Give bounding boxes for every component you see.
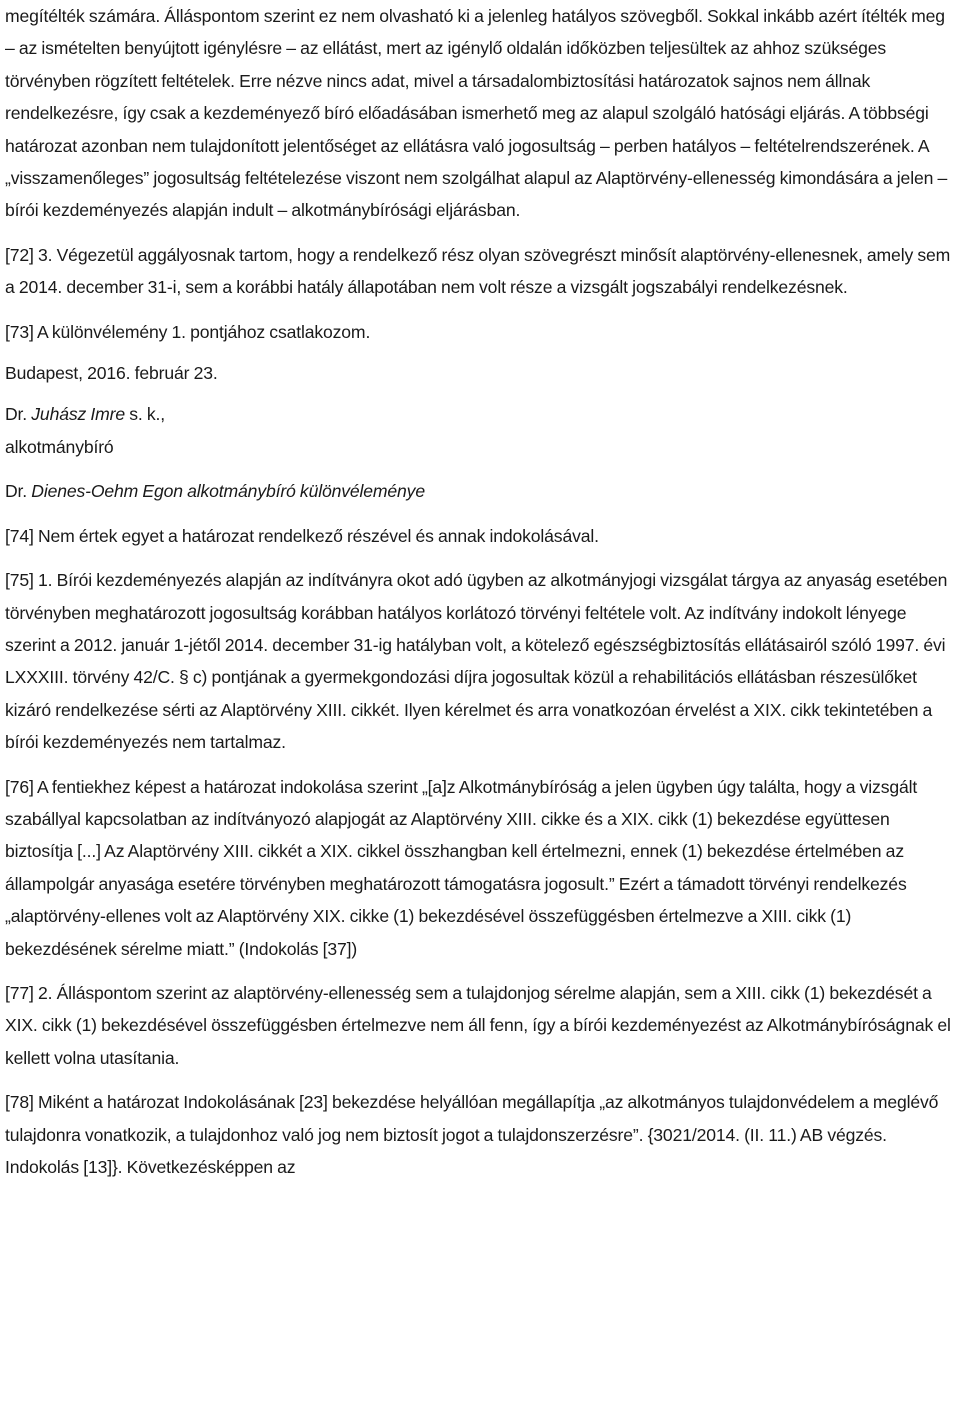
paragraph-76: [76] A fentiekhez képest a határozat indokolása szerint „[a]z Alkotmánybíróság a jelen ügyben úgy találta, hogy a vizsgált szabállyal kapcsolatban az indítványozó alapjogát az Alaptörvény XIII. cikke és a XIX. cikk (1) bekezdése együttesen biztosítja [...] Az Alaptörvény XIII. cikkét a XIX. cikkel összhangban kell értelmezni, ennek (1) bekezdése értelmében az állampolgár anyasága esetére törvényben meghatározott támogatásra jogosult.” Ezért a támadott törvényi rendelkezés „alaptörvény-ellenes volt az Alaptörvény XIX. cikke (1) bekezdésével összefüggésben értelmezve a XIII. cikk (1) bekezdésének sérelme miatt.” (Indokolás [37])	[5, 776, 918, 959]
paragraph-75: [75] 1. Bírói kezdeményezés alapján az indítványra okot adó ügyben az alkotmányjogi vizsgálat tárgya az anyaság esetében törvényben meghatározott jogosultság korábban hatályos korlátozó törvényi feltétele volt. Az indítvány indokolt lényege szerint a 2012. január 1-jétől 2014. december 31-ig hatályban volt, a kötelező egészségbiztosítás ellátásairól szóló 1997. évi LXXXIII. törvény 42/C. § c) pontjának a gyermekgondozási díjra jogosultak közül a rehabilitációs ellátásban részesülőket kizáró rendelkezése sérti az Alaptörvény XIII. cikkét. Ilyen kérelmet és arra vonatkozóan érvelést a XIX. cikk tekintetében a bírói kezdeményezés nem tartalmaz.	[5, 570, 948, 753]
paragraph-72: [72] 3. Végezetül aggályosnak tartom, hogy a rendelkező rész olyan szövegrészt minősít alaptörvény-ellenesnek, amely sem a 2014. december 31-i, sem a korábbi hatály állapotában nem volt része a vizsgált jogszabályi rendelkezésnek.	[5, 244, 951, 298]
signature-block	[5, 398, 957, 463]
paragraph-73: [73] A különvélemény 1. pontjához csatlakozom.	[5, 321, 371, 342]
signature-name-italic: Juhász Imre	[31, 404, 125, 425]
signature-name-suffix: s. k.,	[124, 404, 165, 425]
signature-name	[5, 398, 957, 430]
dissent-title-italic: Dienes-Oehm Egon alkotmánybíró különvéleménye	[31, 481, 425, 502]
document-page	[5, 0, 957, 1183]
paragraph-74: [74] Nem értek egyet a határozat rendelkező részével és annak indokolásával.	[5, 525, 599, 546]
dissent-title	[5, 475, 957, 507]
paragraph-78: [78] Miként a határozat Indokolásának [23] bekezdése helyállóan megállapítja „az alkotmányos tulajdonvédelem a meglévő tulajdonra vonatkozik, a tulajdonhoz való jog nem biztosít jogot a tulajdonszerzésre”. {3021/2014. (II. 11.) AB végzés. Indokolás [13]}. Következésképpen az	[5, 1092, 939, 1177]
dissent-title-prefix: Dr.	[5, 481, 32, 502]
paragraph-intro: megítélték számára. Álláspontom szerint ez nem olvasható ki a jelenleg hatályos szövegből. Sokkal inkább azért ítélték meg – az ismételten benyújtott igénylésre – az ellátást, mert az igénylő oldalán időközben teljesültek az ahhoz szükséges törvényben rögzített feltételek. Erre nézve nincs adat, mivel a társadalombiztosítási határozatok sajnos nem állnak rendelkezésre, így csak a kezdeményező bíró előadásában ismerhető meg az alapul szolgáló hatósági eljárás. A többségi határozat azonban nem tulajdonított jelentőséget az ellátásra való jogosultság – perben hatályos – feltételrendszerének. A „visszamenőleges” jogosultság feltételezése viszont nem szolgálhat alapul az Alaptörvény-ellenesség kimondására a jelen – bírói kezdeményezés alapján indult – alkotmánybírósági eljárásban.	[5, 6, 948, 221]
signature-role: alkotmánybíró	[5, 436, 114, 457]
paragraph-77: [77] 2. Álláspontom szerint az alaptörvény-ellenesség sem a tulajdonjog sérelme alapján, sem a XIII. cikk (1) bekezdését a XIX. cikk (1) bekezdésével összefüggésben értelmezve nem áll fenn, így a bírói kezdeményezést az Alkotmánybíróságnak el kellett volna utasítania.	[5, 982, 951, 1068]
place-date: Budapest, 2016. február 23.	[5, 363, 218, 384]
signature-name-prefix: Dr.	[5, 404, 32, 425]
